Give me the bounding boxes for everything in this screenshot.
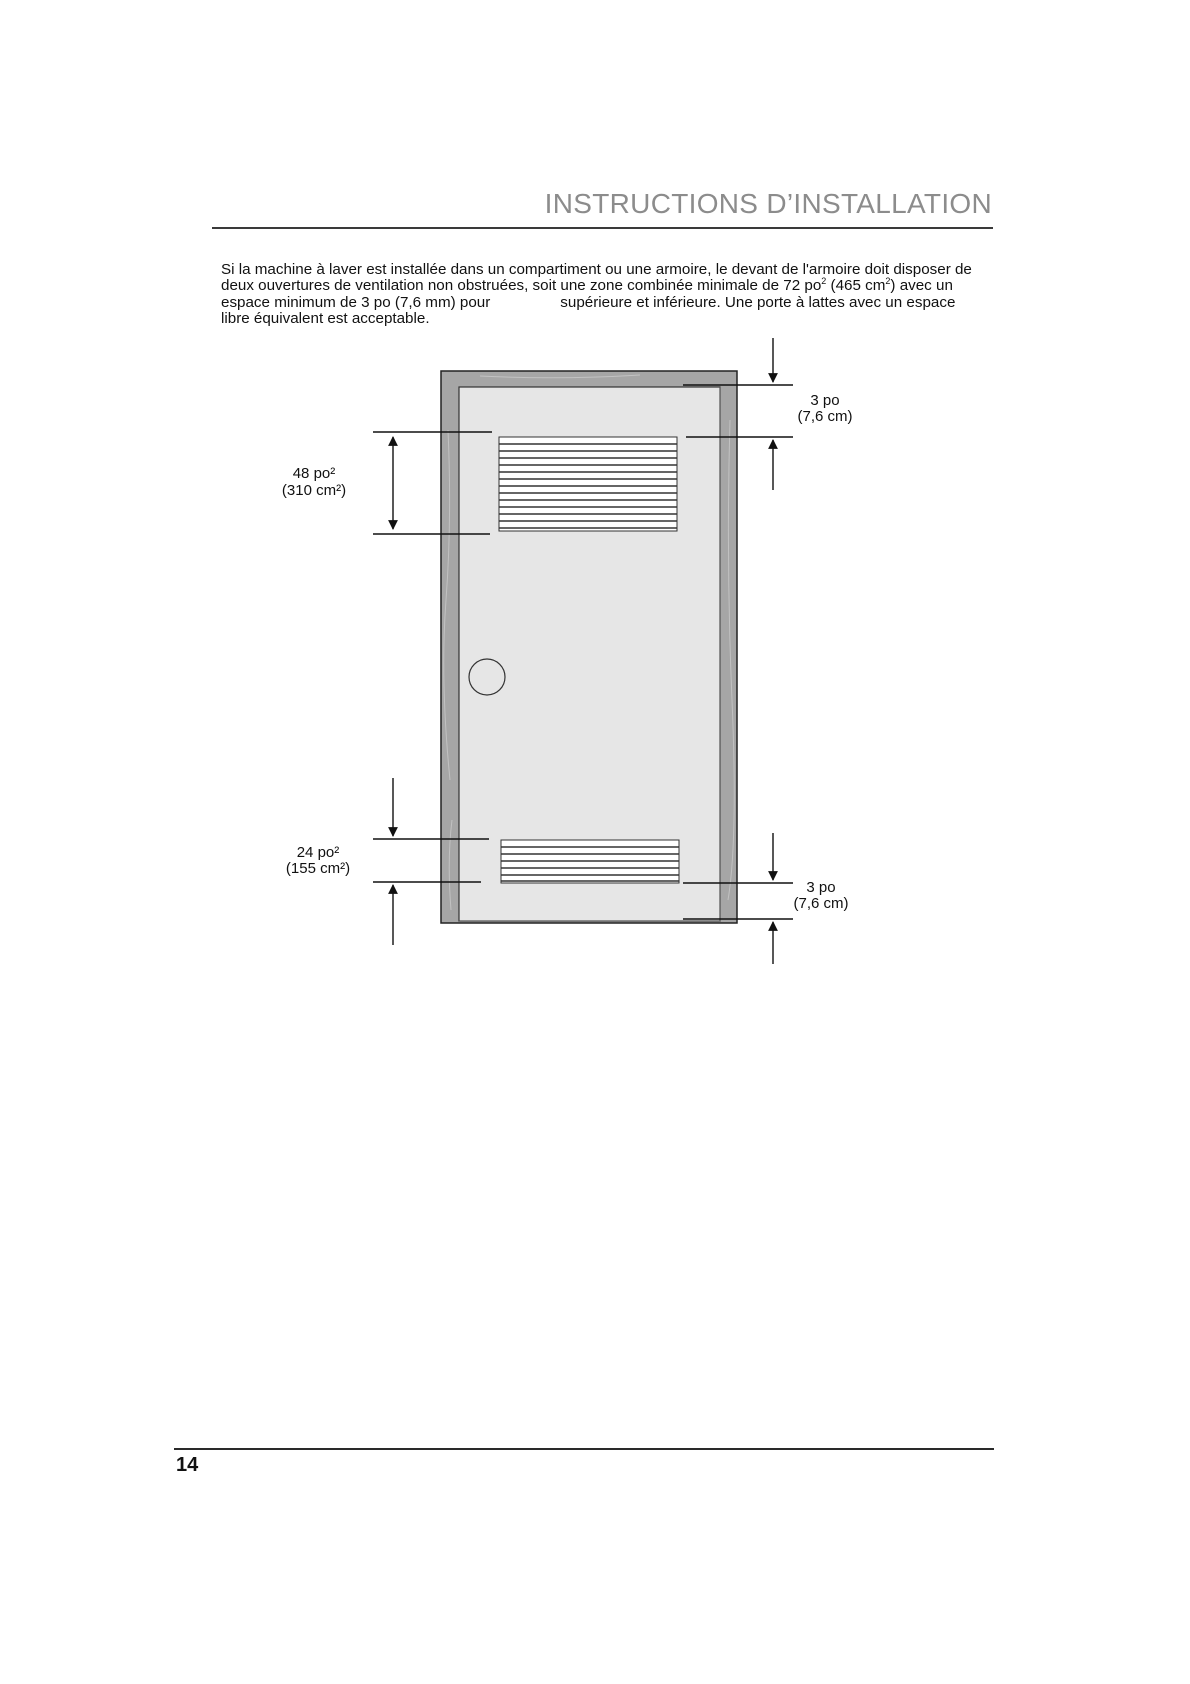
intro-text-4: supérieure et inférieure. Une porte à lattes avec un espace libre équivalent est acceptable. [221, 293, 956, 327]
intro-sup-2: 2 [885, 276, 891, 287]
bottom-clearance-line2: (7,6 cm) [793, 895, 849, 912]
top-clearance-line1: 3 po [810, 392, 840, 409]
page-header-title: INSTRUCTIONS D’INSTALLATION [544, 188, 992, 219]
intro-text-1: Si la machine à laver est installée dans un compartiment ou une armoire, le devant de l'armoire doit disposer de deux ouvertures de ventilation non obstruées, soit une zone combinée minimale de 72 po [221, 261, 972, 295]
intro-text-2: (465 cm [826, 277, 886, 295]
intro-text-3: ) avec un espace minimum de 3 po (7,6 mm) pour [221, 277, 953, 311]
page-number: 14 [176, 1454, 199, 1476]
bottom-clearance-line1: 3 po [806, 879, 836, 896]
upper-vent-area-line2: (310 cm²) [281, 482, 347, 499]
lower-vent-area-line2: (155 cm²) [285, 860, 351, 877]
upper-louver-vent [499, 437, 677, 531]
lower-vent-area-line1: 24 po² [296, 844, 340, 861]
top-clearance-line2: (7,6 cm) [797, 408, 853, 425]
footer-rule [174, 1448, 994, 1450]
intro-sup-1: 2 [821, 276, 827, 287]
door-knob [469, 659, 505, 695]
lower-louver-vent [501, 840, 679, 883]
upper-vent-area-line1: 48 po² [292, 465, 336, 482]
